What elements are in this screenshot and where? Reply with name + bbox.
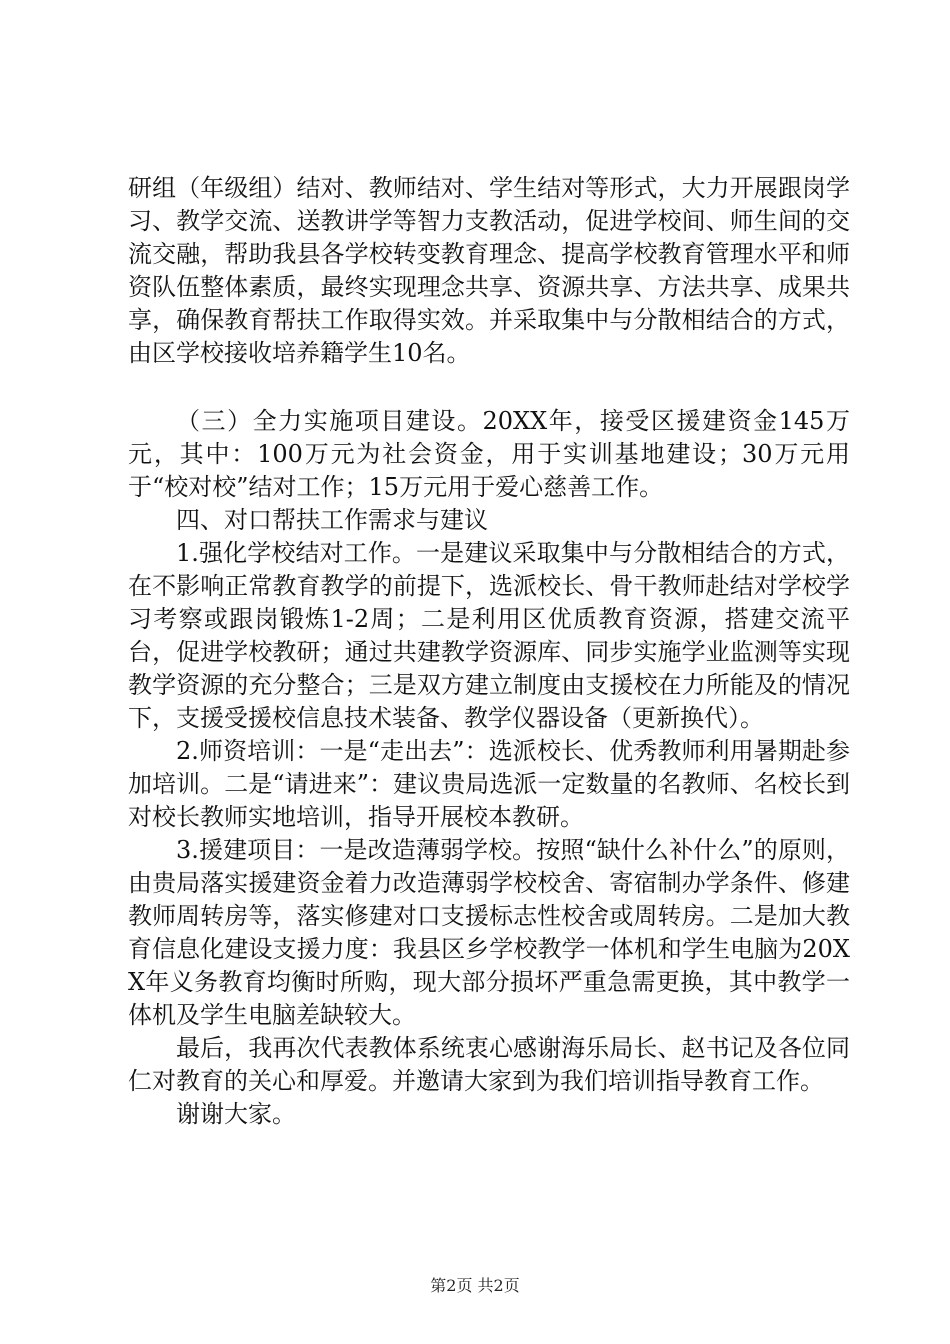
- paragraph-continuation: 研组（年级组）结对、教师结对、学生结对等形式，大力开展跟岗学习、教学交流、送教讲学等智力支教活动，促进学校间、师生间的交流交融，帮助我县各学校转变教育理念、提高学校教育管理水平和师资队伍整体素质，最终实现理念共享、资源共享、方法共享、成果共享，确保教育帮扶工作取得实效。并采取集中与分散相结合的方式，由区学校接收培养籍学生10名。: [128, 174, 850, 367]
- paragraph-school-pairing: 1.强化学校结对工作。一是建议采取集中与分散相结合的方式，在不影响正常教育教学的前提下，选派校长、骨干教师赴结对学校学习考察或跟岗锻炼1-2周；二是利用区优质教育资源，搭建交流平台，促进学校教研；通过共建教学资源库、同步实施学业监测等实现教学资源的充分整合；三是双方建立制度由支援校在力所能及的情况下，支援受援校信息技术装备、教学仪器设备（更新换代）。: [128, 539, 850, 732]
- section-heading-needs-suggestions: 四、对口帮扶工作需求与建议: [176, 506, 488, 534]
- paragraph-teacher-training: 2.师资培训：一是“走出去”：选派校长、优秀教师利用暑期赴参加培训。二是“请进来”：建议贵局选派一定数量的名教师、名校长到对校长教师实地培训，指导开展校本教研。: [128, 737, 850, 831]
- paragraph-project-construction: （三）全力实施项目建设。20XX年，接受区援建资金145万元，其中：100万元为社会资金，用于实训基地建设；30万元用于“校对校”结对工作；15万元用于爱心慈善工作。: [128, 407, 850, 501]
- paragraph-aid-projects: 3.援建项目：一是改造薄弱学校。按照“缺什么补什么”的原则，由贵局落实援建资金着力改造薄弱学校校舍、寄宿制办学条件、修建教师周转房等，落实修建对口支援标志性校舍或周转房。二是加大教育信息化建设支援力度：我县区乡学校教学一体机和学生电脑为20XX年义务教育均衡时所购，现大部分损坏严重急需更换，其中教学一体机及学生电脑差缺较大。: [128, 836, 850, 1029]
- paragraph-closing-thanks: 最后，我再次代表教体系统衷心感谢海乐局长、赵书记及各位同仁对教育的关心和厚爱。并邀请大家到为我们培训指导教育工作。: [128, 1034, 850, 1095]
- document-body: [128, 172, 850, 1131]
- paragraph-gap: [128, 370, 850, 405]
- page-number-footer: 第2页 共2页: [430, 1276, 520, 1295]
- paragraph-thank-you: 谢谢大家。: [176, 1100, 296, 1128]
